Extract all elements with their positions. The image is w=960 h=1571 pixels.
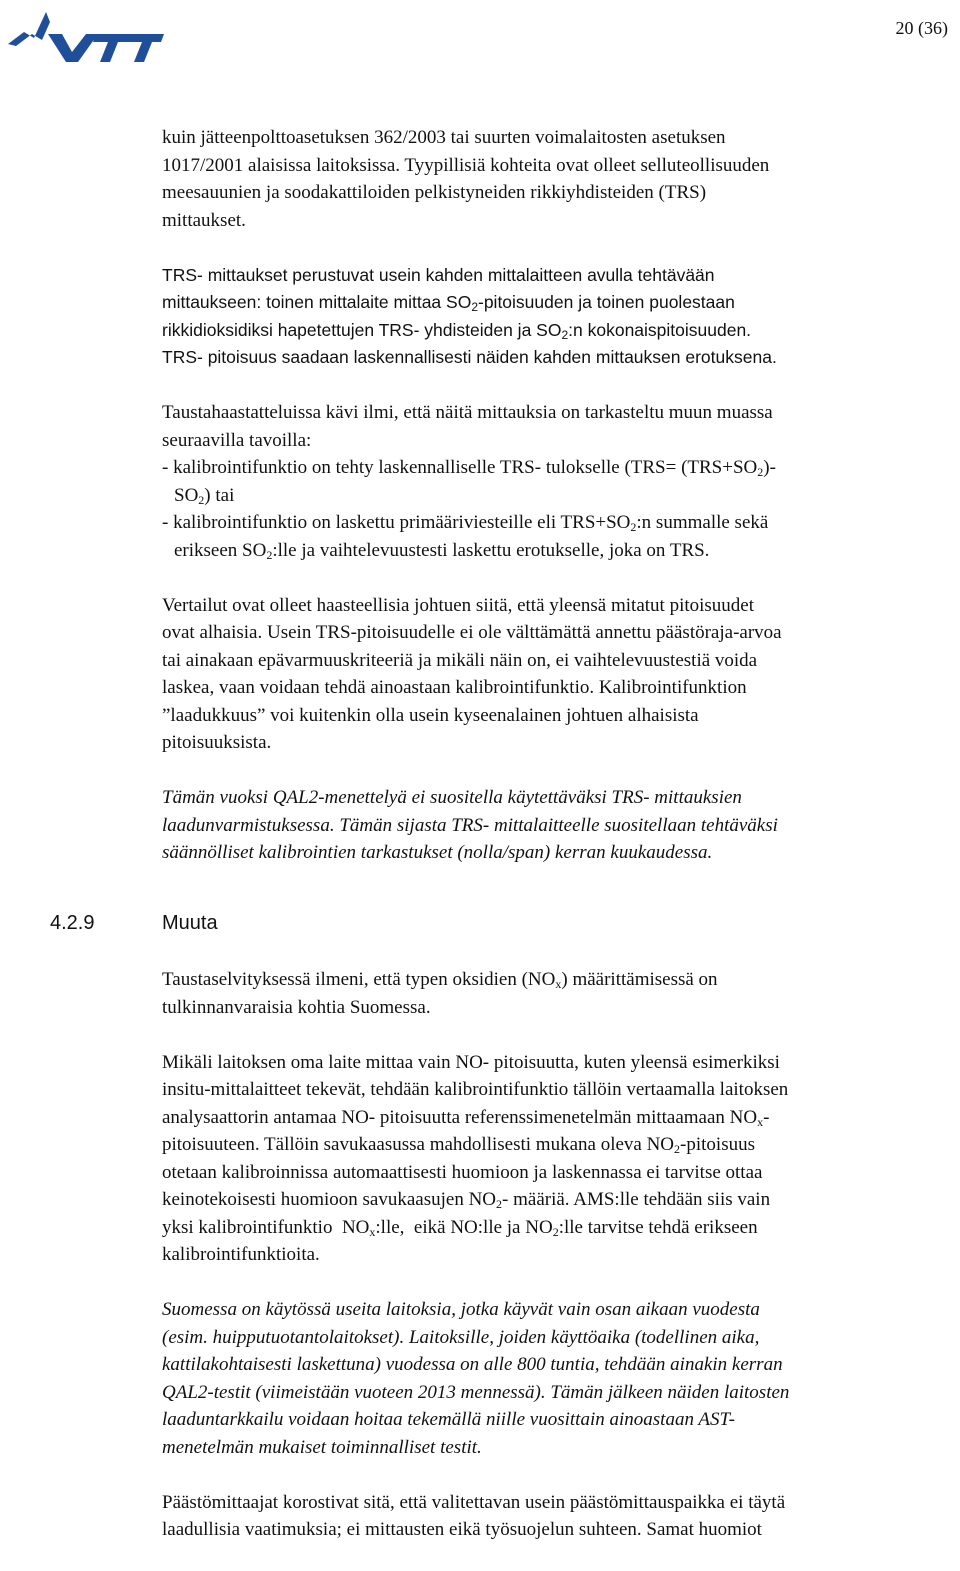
logo-letter-t2: [125, 34, 164, 62]
logo-letter-v: [48, 34, 98, 62]
text-line: (esim. huipputuotantolaitokset). Laitoksille, joiden käyttöaika (todellinen aika,: [162, 1326, 760, 1348]
paragraph-1: [162, 124, 932, 234]
text-line: Suomessa on käytössä useita laitoksia, jotka käyvät vain osan aikaan vuodesta: [162, 1299, 760, 1320]
text-line: Tämän vuoksi QAL2-menettelyä ei suositella käytettäväksi TRS- mittauksien: [162, 787, 742, 808]
text-line: ”laadukkuus” voi kuitenkin olla usein kyseenalainen johtuen alhaisista: [162, 704, 699, 726]
vtt-logo: [6, 4, 164, 66]
text-line: mittaukset.: [162, 209, 246, 231]
paragraph-6: [162, 966, 942, 1021]
text-line: Vertailut ovat olleet haasteellisia johtuen siitä, että yleensä mitatut pitoisuudet: [162, 594, 755, 616]
text-line: keinotekoisesti huomioon savukaasujen $NO_2-$ määriä. AMS:lle tehdään siis vain: [162, 1189, 771, 1211]
text-line: insitu-mittalaitteet tekevät, tehdään kalibrointifunktio tällöin vertaamalla laitoksen: [162, 1079, 789, 1100]
text-line: menetelmän mukaiset toiminnalliset testit.: [162, 1436, 482, 1458]
text-line: laskea, vaan voidaan tehdä ainoastaan kalibrointifunktio. Kalibrointifunktion: [162, 677, 747, 698]
text-line: pitoisuuteen. Tällöin savukaasussa mahdollisesti mukana oleva $NO_2$-pitoisuus: [162, 1134, 755, 1156]
text-line: yksi kalibrointifunktio $NO_x:lle$, eikä NO:lle ja $NO_2:lle$ tarvitse tehdä erikseen: [162, 1216, 758, 1239]
text-line: otetaan kalibroinnissa automaattisesti huomioon ja laskennassa ei tarvitse ottaa: [162, 1161, 763, 1183]
paragraph-4: [162, 592, 932, 757]
text-line: TRS- mittaukset perustuvat usein kahden mittalaitteen avulla tehtävään: [162, 264, 715, 285]
text-line: laaduntarkkailu voidaan hoitaa tekemällä niille vuosittain ainoastaan AST-: [162, 1409, 735, 1430]
text-line: Taustahaastatteluissa kävi ilmi, että näitä mittauksia on tarkasteltu muun muassa: [162, 402, 773, 423]
paragraph-3: [162, 399, 932, 564]
paragraph-2: [162, 262, 932, 372]
text-line: säännölliset kalibrointien tarkastukset (nolla/span) kerran kuukaudessa.: [162, 842, 713, 863]
section-number: 4.2.9: [50, 912, 95, 934]
section-title: Muuta: [162, 912, 218, 934]
paragraph-7: [162, 1049, 942, 1269]
logo-swoosh: [8, 12, 50, 46]
text-line: QAL2-testit (viimeistään vuoteen 2013 mennessä). Tämän jälkeen näiden laitosten: [162, 1381, 790, 1403]
text-line: ovat alhaisia. Usein TRS-pitoisuudelle ei ole välttämättä annettu päästöraja-arvoa: [162, 622, 782, 643]
text-line: rikkidioksidiksi hapetettujen TRS- yhdisteiden ja $SO_2:n$ kokonaispitoisuuden.: [162, 319, 752, 342]
logo-letter-t1: [93, 34, 130, 62]
list-item-continuation: $SO_2$) tai: [174, 484, 235, 507]
text-line: Mikäli laitoksen oma laite mittaa vain NO- pitoisuutta, kuten yleensä esimerkiksi: [162, 1051, 780, 1073]
text-line: Taustaselvityksessä ilmeni, että typen oksidien $(NO_x)$ määrittämisessä on: [162, 969, 718, 991]
text-line: kattilakohtaisesti laskettuna) vuodessa on alle 800 tuntia, tehdään ainakin kerran: [162, 1354, 783, 1375]
text-line: Päästömittaajat korostivat sitä, että valitettavan usein päästömittauspaikka ei täytä: [162, 1491, 786, 1513]
body-lower: [162, 966, 942, 1571]
text-line: kuin jätteenpolttoasetuksen 362/2003 tai suurten voimalaitosten asetuksen: [162, 127, 726, 148]
text-line: tulkinnanvaraisia kohtia Suomessa.: [162, 996, 431, 1018]
text-line: pitoisuuksista.: [162, 732, 272, 753]
text-line: TRS- pitoisuus saadaan laskennallisesti näiden kahden mittauksen erotuksena.: [162, 347, 777, 367]
text-line: laadullisia vaatimuksia; ei mittausten eikä työsuojelun suhteen. Samat huomiot: [162, 1519, 762, 1540]
list-item: - kalibrointifunktio on laskettu primääriviesteille eli $TRS+SO_2:n$ summalle sekä: [162, 512, 769, 534]
text-line: laadunvarmistuksessa. Tämän sijasta TRS- mittalaitteelle suositellaan tehtäväksi: [162, 814, 778, 836]
text-line: tai ainakaan epävarmuuskriteeriä ja mikäli näin on, ei vaihtelevuustestiä voida: [162, 649, 758, 671]
paragraph-9: [162, 1489, 942, 1544]
page-number: 20 (36): [895, 18, 948, 38]
text-line: meesauunien ja soodakattiloiden pelkistyneiden rikkiyhdisteiden (TRS): [162, 182, 707, 203]
body-upper: [162, 124, 932, 894]
text-line: 1017/2001 alaisissa laitoksissa. Tyypillisiä kohteita ovat olleet selluteollisuuden: [162, 154, 770, 176]
paragraph-5: [162, 784, 932, 867]
text-line: analysaattorin antamaa NO- pitoisuutta referenssimenetelmän mittaamaan $NO_x-$: [162, 1106, 770, 1129]
text-line: mittaukseen: toinen mittalaite mittaa $SO_2$-pitoisuuden ja toinen puolestaan: [162, 292, 735, 314]
text-line: seuraavilla tavoilla:: [162, 429, 312, 451]
list-item: - kalibrointifunktio on tehty laskennalliselle TRS- tulokselle ($TRS= (TRS+SO_2)-$: [162, 457, 776, 479]
text-line: kalibrointifunktioita.: [162, 1244, 320, 1265]
paragraph-8: [162, 1296, 942, 1461]
list-item-continuation: erikseen $SO_2:lle$ ja vaihtelevuustesti laskettu erotukselle, joka on TRS.: [174, 539, 710, 562]
